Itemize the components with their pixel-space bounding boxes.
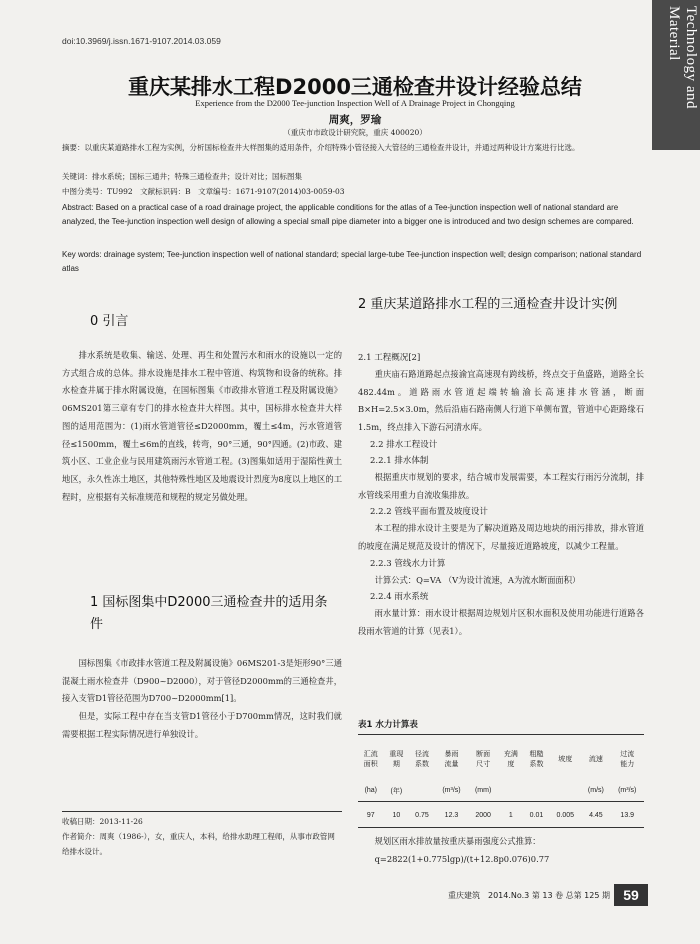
table-unit bbox=[524, 781, 550, 801]
keywords-en: Key words: drainage system; Tee-junction inspection well of national standard; special large-tube Tee-junction inspection well; design comparison; national standard atlas bbox=[62, 250, 642, 273]
table-header: 过流 能力 bbox=[620, 751, 635, 768]
table-bottom-rule bbox=[358, 827, 644, 828]
section-side-tab: Technology and Material bbox=[652, 0, 700, 150]
table-header: 流速 bbox=[588, 756, 603, 763]
section-1-body bbox=[62, 655, 342, 744]
section-0-heading: 0 引言 bbox=[90, 314, 129, 329]
table-header: 径流 系数 bbox=[414, 751, 429, 768]
table-unit bbox=[409, 781, 435, 801]
section-2-body bbox=[358, 350, 644, 641]
section-2-heading: 2 重庆某道路排水工程的三通检查井设计实例 bbox=[358, 297, 618, 312]
table-cell: 13.9 bbox=[620, 811, 635, 819]
table-header: 充满 度 bbox=[503, 751, 518, 768]
abstract-en: Abstract: Based on a practical case of a road drainage project, the applicable conditions for the atlas of a Tee-junction inspection well of national standard are analyzed, the Tee-junction inspection well design of allowing a special small pipe diameter into a bigger one is introduced and two design schemes are compared. bbox=[62, 203, 634, 226]
rainfall-formula: q=2822(1+0.775lgp)/(t+12.8p0.076)0.77 bbox=[374, 853, 550, 864]
table-unit: (年) bbox=[390, 787, 403, 795]
affiliation: （重庆市市政设计研究院，重庆 400020） bbox=[283, 128, 427, 137]
doi: doi:10.3969/j.issn.1671-9107.2014.03.059 bbox=[62, 36, 221, 46]
section-2-2-heading: 2.2 排水工程设计 bbox=[370, 439, 438, 450]
after-table-body bbox=[358, 833, 644, 868]
section-1-heading: 1 国标图集中D2000三通检查井的适用条件 bbox=[90, 595, 328, 632]
table-header: 重现 期 bbox=[389, 751, 404, 768]
authors: 周爽，罗瑜 bbox=[328, 114, 382, 126]
table-top-rule bbox=[358, 734, 644, 735]
after-table-paragraph: 规划区雨水排放量按重庆暴雨强度公式推算： bbox=[374, 836, 541, 846]
journal-footer: 重庆建筑 2014.No.3 第 13 卷 总第 125 期 bbox=[448, 891, 610, 900]
section-2-2-2-paragraph: 本工程的排水设计主要是为了解决道路及周边地块的雨污排放，排水管道的坡度在满足规范及设计的情况下，尽量接近道路坡度，以减少工程量。 bbox=[358, 523, 644, 551]
section-2-2-1-heading: 2.2.1 排水体制 bbox=[370, 455, 429, 466]
keywords-cn: 关键词：排水系统；国标三通井；特殊三通检查井；设计对比；国标图集 bbox=[62, 172, 302, 181]
footnote bbox=[62, 814, 342, 859]
table-cell: 2000 bbox=[475, 811, 491, 819]
table-cell: 0.005 bbox=[556, 811, 575, 819]
table-unit bbox=[549, 781, 581, 801]
section-2-1-heading: 2.1 工程概况[2] bbox=[358, 353, 421, 363]
table-header: 粗糙 系数 bbox=[529, 751, 544, 768]
table-header: 断面 尺寸 bbox=[476, 751, 491, 768]
section-2-2-3-paragraph: 计算公式：Q=VA （V为设计流速，A为流水断面面积） bbox=[374, 574, 581, 585]
table-cell: 12.3 bbox=[444, 811, 459, 819]
table-cell: 0.01 bbox=[529, 811, 544, 819]
section-2-2-4-paragraph: 雨水量计算：雨水设计根据周边规划片区积水面积及使用功能进行道路各段雨水管道的计算（见表1）。 bbox=[358, 608, 644, 637]
section-2-2-2-heading: 2.2.2 管线平面布置及坡度设计 bbox=[370, 507, 488, 518]
table-header: 汇流 面积 bbox=[363, 751, 378, 768]
section-2-2-3-heading: 2.2.3 管线水力计算 bbox=[370, 558, 446, 569]
table-unit: (ha) bbox=[364, 787, 378, 795]
table-row bbox=[358, 804, 644, 826]
section-2-2-4-heading: 2.2.4 雨水系统 bbox=[370, 592, 429, 603]
table-header-row bbox=[358, 737, 644, 781]
table-units-row bbox=[358, 781, 644, 801]
classification-info: 中图分类号：TU992 文献标识码：B 文章编号：1671-9107(2014)03-0059-03 bbox=[62, 187, 345, 196]
table-caption: 表1 水力计算表 bbox=[358, 720, 418, 730]
section-0-body bbox=[62, 347, 342, 506]
table-cell: 0.75 bbox=[415, 811, 429, 819]
hydraulic-table bbox=[358, 737, 644, 826]
table-header: 暴雨 流量 bbox=[444, 751, 459, 768]
section-0-paragraph: 排水系统是收集、输送、处理、再生和处置污水和雨水的设施以一定的方式组合成的总体。排水设施是排水工程中管道、构筑物和设备的统称。排水检查井属于排水附属设施，在国标图集《市政排水管道工程及附属设施》06MS201第三章有专门的排水检查井大样图。其中，国标排水检查井大样图的适用范围为：(1)雨水管道管径≤D2000mm，覆土≤4m，污水管道管径≤1500mm，覆土≤6m的直线，转弯，90°三通，90°四通。(2)市政、建筑小区、工业企业与民用建筑雨污水管道工程。(3)图集如适用于湿陷性黄土地区，永久性冻土地区，其他特殊性地区及地震设计烈度为8度以上地区的工程时，应根据有关标准规范和规程的规定另做处理。 bbox=[62, 350, 342, 502]
received-date: 收稿日期：2013-11-26 bbox=[62, 817, 143, 826]
footnote-divider bbox=[62, 811, 342, 812]
table-unit: (m/s) bbox=[587, 787, 604, 795]
paper-title: 重庆某排水工程D2000三通检查井设计经验总结 bbox=[128, 75, 582, 99]
table-unit: (m³/s) bbox=[618, 787, 637, 795]
page-number: 59 bbox=[614, 884, 648, 906]
section-1-paragraph-1: 国标图集《市政排水管道工程及附属设施》06MS201-3是矩形90°三通混凝土雨水检查井（D900~D2000），对于管径D2000mm的三通检查井，接入支管D1管径范围为D700~D2000mm[1]。 bbox=[62, 658, 342, 704]
table-cell: 1 bbox=[508, 811, 513, 819]
table-unit: (m³/s) bbox=[442, 787, 461, 795]
table-cell: 4.45 bbox=[589, 811, 603, 819]
section-2-2-1-paragraph: 根据重庆市规划的要求，结合城市发展需要，本工程实行雨污分流制，排水管线采用重力自流收集排放。 bbox=[358, 471, 644, 500]
abstract-cn: 摘要：以重庆某道路排水工程为实例，分析国标检查井大样图集的适用条件，介绍特殊小管径接入大管径的三通检查井设计，并通过两种设计方案进行比选。 bbox=[62, 143, 580, 152]
table-cell: 97 bbox=[366, 811, 375, 819]
table-header: 坡度 bbox=[558, 756, 573, 763]
table-cell: 10 bbox=[392, 811, 401, 819]
paper-subtitle-en: Experience from the D2000 Tee-junction Inspection Well of A Drainage Project in Chongqing bbox=[195, 98, 515, 108]
section-2-1-paragraph: 重庆庙石路道路起点接渝宜高速现有跨线桥，终点交于鱼盛路，道路全长482.44m。道路雨水管道起端转输渝长高速排水管涵，断面B×H=2.5×3.0m，然后沿庙石路南侧人行道下单侧布置，管道中心距路缘石1.5m，终点排入下游石河清水库。 bbox=[358, 369, 644, 433]
section-1-paragraph-2: 但是，实际工程中存在当支管D1管径小于D700mm情况，这时我们就需要根据工程实际情况进行单独设计。 bbox=[62, 711, 342, 739]
table-unit bbox=[498, 781, 524, 801]
author-bio: 作者简介：周爽（1986-），女，重庆人，本科，给排水助理工程师，从事市政管网给排水设计。 bbox=[62, 832, 335, 856]
table-unit: (mm) bbox=[474, 787, 492, 795]
